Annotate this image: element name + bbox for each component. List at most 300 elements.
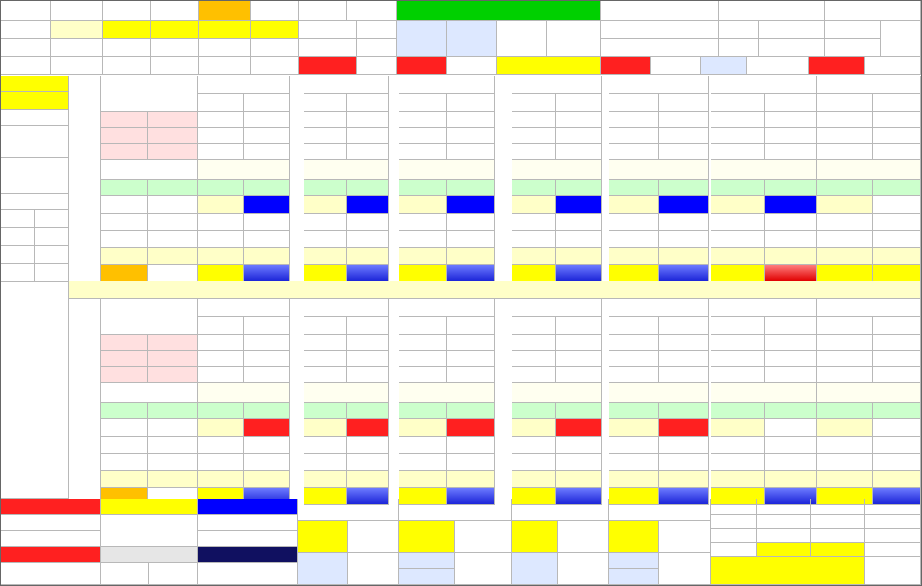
tick-count xyxy=(347,317,389,335)
value-cell xyxy=(447,128,495,144)
value-cell xyxy=(873,231,921,248)
value-cell xyxy=(447,231,495,248)
value-cell xyxy=(556,367,602,383)
value-cell xyxy=(512,180,556,196)
row-label xyxy=(101,128,148,144)
put-sum-label xyxy=(198,547,298,563)
remaining-label xyxy=(397,57,447,75)
value-cell xyxy=(244,248,290,265)
value-cell xyxy=(512,471,556,488)
value-cell xyxy=(347,471,389,488)
signal-badge[interactable] xyxy=(873,265,921,282)
balance-label xyxy=(299,39,357,57)
hilo-value xyxy=(659,521,711,553)
close-cell xyxy=(199,21,251,39)
tick-count xyxy=(609,94,659,112)
put-amt xyxy=(198,531,298,547)
value-cell xyxy=(347,128,389,144)
value-cell xyxy=(447,403,495,419)
signal-badge[interactable] xyxy=(347,419,389,437)
tick-count xyxy=(304,317,347,335)
value-cell xyxy=(399,437,447,454)
signal-badge[interactable] xyxy=(244,196,290,214)
signal-badge[interactable] xyxy=(244,265,290,282)
unsettled-diff-a xyxy=(101,563,149,585)
balance-label xyxy=(299,57,357,75)
blank xyxy=(69,299,101,505)
put-hilo-label xyxy=(512,499,609,521)
tick-count xyxy=(817,94,873,112)
value-cell xyxy=(817,180,873,196)
put-pct xyxy=(198,515,298,531)
value-cell xyxy=(609,471,659,488)
value-cell xyxy=(765,128,817,144)
row-label xyxy=(148,231,198,248)
signal-badge[interactable] xyxy=(765,265,817,282)
value-cell xyxy=(817,419,873,437)
trend2-label xyxy=(1,194,69,210)
value-cell xyxy=(817,265,873,282)
strike-label[interactable] xyxy=(711,299,817,317)
value-cell xyxy=(659,112,709,128)
close-cell xyxy=(199,39,251,57)
current-price xyxy=(609,383,709,403)
hilo-value xyxy=(558,521,609,553)
remaining-value xyxy=(447,57,497,75)
value-cell xyxy=(399,144,447,160)
value-cell xyxy=(244,128,290,144)
value-cell xyxy=(765,144,817,160)
eq-header xyxy=(811,499,865,515)
value-cell xyxy=(659,437,709,454)
value-cell xyxy=(817,437,873,454)
value-cell xyxy=(512,112,556,128)
row-label xyxy=(101,231,148,248)
value-cell xyxy=(817,144,873,160)
value-cell xyxy=(556,437,602,454)
balance-value xyxy=(357,39,397,57)
value-cell xyxy=(711,351,765,367)
value-cell xyxy=(244,112,290,128)
tick-count xyxy=(304,94,347,112)
tick-count xyxy=(765,94,817,112)
blank xyxy=(825,39,881,57)
current-price xyxy=(817,383,921,403)
value-cell xyxy=(512,248,556,265)
strike-label[interactable] xyxy=(304,76,389,94)
value-cell xyxy=(512,335,556,351)
tick-count xyxy=(556,94,602,112)
blank xyxy=(865,543,921,557)
weekly-price xyxy=(497,57,601,75)
touch-label xyxy=(609,569,659,585)
value-cell xyxy=(609,419,659,437)
value-cell xyxy=(447,335,495,351)
header-cell xyxy=(151,1,199,21)
value-cell xyxy=(556,180,602,196)
value-cell xyxy=(198,214,244,231)
value-cell xyxy=(244,351,290,367)
value-cell xyxy=(347,112,389,128)
current-price xyxy=(512,383,602,403)
row-label xyxy=(101,403,148,419)
value-cell xyxy=(817,403,873,419)
tick-count xyxy=(711,94,765,112)
value-cell xyxy=(765,367,817,383)
current-price xyxy=(198,383,290,403)
value-cell xyxy=(556,351,602,367)
row-label xyxy=(101,437,148,454)
unsettled-amt xyxy=(101,515,198,547)
strike-label[interactable] xyxy=(399,76,495,94)
row-label xyxy=(148,214,198,231)
row-label xyxy=(101,248,148,265)
row-label xyxy=(101,180,148,196)
value-cell xyxy=(556,128,602,144)
sum-cur xyxy=(811,543,865,557)
value-cell xyxy=(659,454,709,471)
tick-count xyxy=(447,94,495,112)
value-cell xyxy=(765,180,817,196)
strike-label[interactable] xyxy=(711,76,817,94)
value-cell xyxy=(556,144,602,160)
tick-count xyxy=(399,94,447,112)
value-cell xyxy=(659,403,709,419)
value-cell xyxy=(244,180,290,196)
value-cell xyxy=(399,248,447,265)
wl-label xyxy=(701,57,747,75)
value-cell xyxy=(304,367,347,383)
header-cell xyxy=(1,1,51,21)
hilo-label xyxy=(609,521,659,553)
hist-value xyxy=(35,228,69,246)
value-cell xyxy=(304,351,347,367)
value-cell xyxy=(198,265,244,282)
balance-label xyxy=(299,21,357,39)
row-label xyxy=(148,335,198,351)
value-cell xyxy=(817,454,873,471)
trend-value xyxy=(1,126,69,158)
hist-header xyxy=(1,210,35,228)
value-cell xyxy=(447,367,495,383)
signal-badge[interactable] xyxy=(244,419,290,437)
value-cell xyxy=(399,231,447,248)
eq-cur xyxy=(811,515,865,529)
value-cell xyxy=(447,180,495,196)
hilo-label xyxy=(399,521,455,553)
header-cell xyxy=(199,1,251,21)
date-label xyxy=(719,1,825,21)
row-label xyxy=(148,403,198,419)
strike-label[interactable] xyxy=(512,76,602,94)
value-cell xyxy=(873,180,921,196)
hilo-value xyxy=(558,553,609,585)
value-cell xyxy=(659,471,709,488)
value-cell xyxy=(765,403,817,419)
prev-ratio-value xyxy=(881,21,921,57)
signal-badge[interactable] xyxy=(347,265,389,282)
current-price xyxy=(198,160,290,180)
current-price xyxy=(711,383,817,403)
signal-badge[interactable] xyxy=(447,265,495,282)
value-cell xyxy=(556,112,602,128)
row-label xyxy=(1,39,51,57)
row-label xyxy=(101,419,148,437)
strike-label[interactable] xyxy=(399,299,495,317)
wh-label xyxy=(601,57,651,75)
value-cell xyxy=(659,335,709,351)
eq-cur xyxy=(811,529,865,543)
value-cell xyxy=(512,144,556,160)
open-cell xyxy=(51,57,103,75)
value-cell xyxy=(447,351,495,367)
value-cell xyxy=(711,231,765,248)
row-label xyxy=(148,248,198,265)
strike-label[interactable] xyxy=(817,299,921,317)
signal-badge[interactable] xyxy=(659,196,709,214)
value-cell xyxy=(244,231,290,248)
value-cell xyxy=(556,248,602,265)
row-label xyxy=(101,367,148,383)
value-cell xyxy=(447,437,495,454)
value-cell xyxy=(244,403,290,419)
blank xyxy=(69,76,101,282)
value-cell xyxy=(304,196,347,214)
touch-label xyxy=(399,553,455,569)
row-label xyxy=(148,419,198,437)
open-cell xyxy=(51,21,103,39)
put-hold-label xyxy=(497,21,547,57)
section-title xyxy=(101,299,198,335)
value-cell xyxy=(609,248,659,265)
hilo-value xyxy=(455,521,512,553)
signal-badge[interactable] xyxy=(659,419,709,437)
tick-count xyxy=(873,317,921,335)
value-cell xyxy=(198,335,244,351)
current-price xyxy=(399,160,495,180)
value-cell xyxy=(659,231,709,248)
value-cell xyxy=(304,471,347,488)
strike-label[interactable] xyxy=(609,299,709,317)
value-cell xyxy=(399,112,447,128)
value-cell xyxy=(347,231,389,248)
strike-label[interactable] xyxy=(512,299,602,317)
weekly-title xyxy=(397,1,601,21)
tick-count xyxy=(347,94,389,112)
range-cell xyxy=(251,21,299,39)
value-cell xyxy=(609,335,659,351)
section-title xyxy=(101,76,198,112)
current-price xyxy=(817,160,921,180)
tick-count xyxy=(659,94,709,112)
value-cell xyxy=(873,351,921,367)
value-cell xyxy=(659,128,709,144)
value-cell xyxy=(765,112,817,128)
eq-open xyxy=(757,515,811,529)
value-cell xyxy=(512,454,556,471)
value-cell xyxy=(873,128,921,144)
tick-count xyxy=(244,94,290,112)
row-label xyxy=(101,265,148,282)
trend-label xyxy=(1,110,69,126)
row-label xyxy=(101,196,148,214)
balance-value xyxy=(357,57,397,75)
value-cell xyxy=(447,214,495,231)
value-cell xyxy=(873,403,921,419)
premium-value xyxy=(865,557,921,585)
value-cell xyxy=(659,248,709,265)
value-cell xyxy=(609,112,659,128)
value-cell xyxy=(609,454,659,471)
call-label xyxy=(1,499,101,515)
value-cell xyxy=(817,351,873,367)
value-cell xyxy=(873,471,921,488)
value-cell xyxy=(817,214,873,231)
blank xyxy=(1,282,69,499)
value-cell xyxy=(347,454,389,471)
hist-date xyxy=(1,228,35,246)
value-cell xyxy=(304,112,347,128)
value-cell xyxy=(198,144,244,160)
row-label xyxy=(148,454,198,471)
value-cell xyxy=(304,180,347,196)
current-price xyxy=(609,160,709,180)
sum-label xyxy=(711,543,757,557)
value-cell xyxy=(711,248,765,265)
value-cell xyxy=(873,335,921,351)
signal-badge[interactable] xyxy=(447,196,495,214)
value-cell xyxy=(512,214,556,231)
strike-label[interactable] xyxy=(304,299,389,317)
signal-badge[interactable] xyxy=(556,419,602,437)
value-cell xyxy=(556,335,602,351)
value-cell xyxy=(347,367,389,383)
signal-badge[interactable] xyxy=(765,419,817,437)
value-cell xyxy=(304,335,347,351)
signal-badge[interactable] xyxy=(347,196,389,214)
value-cell xyxy=(817,196,873,214)
value-cell xyxy=(659,351,709,367)
hilo-label xyxy=(298,521,348,553)
value-cell xyxy=(198,112,244,128)
call-pct xyxy=(1,515,101,531)
value-cell xyxy=(447,471,495,488)
tick-count xyxy=(711,317,765,335)
value-cell xyxy=(347,180,389,196)
value-cell xyxy=(198,471,244,488)
value-cell xyxy=(512,437,556,454)
value-cell xyxy=(399,335,447,351)
hilo-value xyxy=(348,521,399,553)
time-label xyxy=(825,1,921,21)
value-cell xyxy=(512,231,556,248)
call-sell-value xyxy=(447,21,497,57)
call-prev-hi-label xyxy=(399,499,512,521)
strike-label[interactable] xyxy=(817,76,921,94)
row-label xyxy=(101,383,198,403)
composite-value xyxy=(759,39,825,57)
value-cell xyxy=(399,128,447,144)
value-cell xyxy=(659,367,709,383)
signal-badge[interactable] xyxy=(659,265,709,282)
header-cell xyxy=(251,1,299,21)
value-cell xyxy=(659,144,709,160)
tick-count xyxy=(198,317,244,335)
hilo-value xyxy=(455,553,512,585)
value-cell xyxy=(873,112,921,128)
futures-unsettled-label xyxy=(601,1,719,21)
value-cell xyxy=(399,196,447,214)
signal-badge[interactable] xyxy=(447,419,495,437)
value-cell xyxy=(198,419,244,437)
value-cell xyxy=(659,180,709,196)
strike-label[interactable] xyxy=(609,76,709,94)
value-cell xyxy=(304,403,347,419)
value-cell xyxy=(765,248,817,265)
value-cell xyxy=(198,367,244,383)
strike-label[interactable] xyxy=(198,76,290,94)
row-label xyxy=(101,351,148,367)
value-cell xyxy=(244,437,290,454)
value-cell xyxy=(765,351,817,367)
close-cell xyxy=(199,57,251,75)
row-label xyxy=(148,144,198,160)
signal-badge[interactable] xyxy=(765,196,817,214)
hist-value xyxy=(35,246,69,264)
value-cell xyxy=(556,403,602,419)
value-cell xyxy=(609,231,659,248)
signal-badge[interactable] xyxy=(873,419,921,437)
wl-value xyxy=(747,57,809,75)
row-label xyxy=(148,351,198,367)
header-cell xyxy=(51,1,103,21)
row-label xyxy=(148,367,198,383)
tick-count xyxy=(609,317,659,335)
value-cell xyxy=(609,351,659,367)
call-amt xyxy=(1,531,101,547)
touch-label xyxy=(399,569,455,585)
value-cell xyxy=(711,367,765,383)
tick-count xyxy=(244,317,290,335)
strike-label[interactable] xyxy=(198,299,290,317)
value-cell xyxy=(304,454,347,471)
value-cell xyxy=(556,454,602,471)
value-cell xyxy=(198,196,244,214)
value-cell xyxy=(198,128,244,144)
header-cell xyxy=(299,1,347,21)
value-cell xyxy=(817,231,873,248)
low-cell xyxy=(151,39,199,57)
wh-value xyxy=(651,57,701,75)
unsettled-amt-label xyxy=(101,499,198,515)
signal-badge[interactable] xyxy=(556,196,602,214)
value-cell xyxy=(399,265,447,282)
value-cell xyxy=(873,214,921,231)
balance-value xyxy=(357,21,397,39)
unsettled-diff-label xyxy=(101,547,198,563)
value-cell xyxy=(304,144,347,160)
signal-badge[interactable] xyxy=(873,196,921,214)
value-cell xyxy=(347,248,389,265)
left-price xyxy=(1,158,69,194)
call-sum xyxy=(1,563,101,585)
sum-open xyxy=(757,543,811,557)
signal-badge[interactable] xyxy=(556,265,602,282)
value-cell xyxy=(556,231,602,248)
eq-open xyxy=(757,529,811,543)
value-cell xyxy=(198,231,244,248)
value-cell xyxy=(512,367,556,383)
